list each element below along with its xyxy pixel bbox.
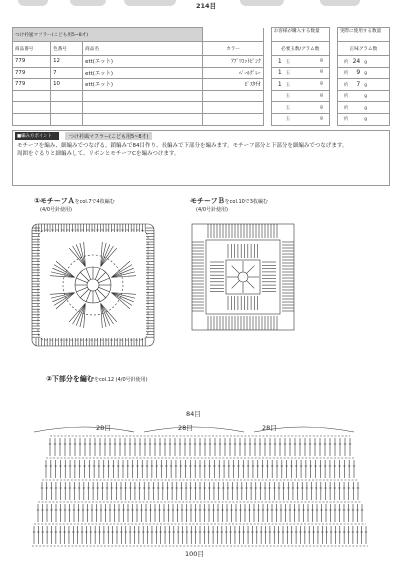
header-item-no: 商品番号 <box>13 42 51 56</box>
decoration-shape <box>240 0 284 6</box>
motif-a-heading: ①モチーフＡをcol.7で4枚編む <box>34 197 115 205</box>
stitch-mark <box>247 266 255 274</box>
table-row-empty: 玉 g 約 g <box>13 113 390 125</box>
motif-chain-round <box>63 255 123 315</box>
decoration-shape <box>320 0 360 6</box>
stitch-mark <box>97 289 105 297</box>
page-number: 214目 <box>196 2 217 10</box>
table-header-row <box>13 42 390 56</box>
stitch-mark <box>86 268 91 279</box>
stitch-mark <box>99 287 110 292</box>
section-bracket <box>144 427 244 432</box>
header-color-no: 色番号 <box>51 42 83 56</box>
section-stitch-count: 28目 <box>262 424 277 432</box>
stitch-mark <box>111 265 131 278</box>
points-line: 周囲をぐるりと細編みして、リボンとモチーフCを編みつけます。 <box>17 151 180 157</box>
points-label: ■編み方ポイント <box>15 132 59 140</box>
decoration-shape <box>18 0 48 6</box>
stitch-mark <box>76 278 87 283</box>
stitch-mark <box>86 291 91 302</box>
header-name: 商品名 <box>83 42 203 56</box>
motif-a-diagram <box>28 220 158 350</box>
stitch-mark <box>101 246 114 266</box>
motif-outline <box>32 224 154 346</box>
header-color: カラー <box>203 42 263 56</box>
stitch-mark <box>80 289 88 297</box>
table-row: 779 7 ett(エット) ﾍﾟｰﾙｸﾞﾚｰ 1 玉 g 約 9 g <box>13 67 390 79</box>
lower-part-heading: ②下部分を編むをcol.12 (4/0号針使用) <box>46 375 148 383</box>
table-title-row <box>13 28 390 42</box>
decoration-shape <box>124 0 176 6</box>
motif-chain-round <box>38 230 148 340</box>
table-row: 779 12 ett(エット) ｱﾌﾟﾘｺｯﾄﾋﾟﾝｸ 1 玉 g 約 24 g <box>13 56 390 68</box>
lower-part-diagram <box>24 430 376 548</box>
stitch-mark <box>97 272 105 280</box>
stitch-mark <box>232 266 240 274</box>
motif-b-needle: (4/0号針使用) <box>196 207 228 213</box>
buy-header-bottom: 必要玉数/グラム数 <box>271 42 329 56</box>
section-stitch-count: 28目 <box>178 424 193 432</box>
stitch-mark <box>95 291 100 302</box>
bottom-stitch-count: 100目 <box>185 550 204 558</box>
motif-b-heading: モチーフＢをcol.10で3枚編む <box>190 197 268 205</box>
stitch-mark <box>54 265 74 278</box>
points-line: モチーフを編み、細編みでつなげる。鎖編みで84目作り、長編みで下部分を編みます。モチーフ部分と下部分を細編みでつなげます。 <box>17 143 348 149</box>
stitch-mark <box>247 281 255 289</box>
section-stitch-count: 28目 <box>96 424 111 432</box>
table-row-empty: 玉 g 約 g <box>13 90 390 102</box>
points-title: つけ衿風マフラー(こども用5~8才) <box>65 132 152 140</box>
motif-center-ring <box>238 272 248 282</box>
top-stitch-count: 84目 <box>186 410 201 418</box>
stitch-mark <box>95 268 100 279</box>
section-bracket <box>34 427 134 432</box>
motif-middle-square <box>206 240 280 314</box>
use-header-top: 実際に使用する数量 <box>337 28 389 42</box>
decoration-shape <box>70 0 106 6</box>
stitch-mark <box>232 281 240 289</box>
stitch-mark <box>73 246 86 266</box>
motif-a-needle: (4/0号針使用) <box>40 207 72 213</box>
use-header-bottom: 正味グラム数 <box>337 42 389 56</box>
motif-b-diagram <box>188 220 298 335</box>
buy-header-top: お客様が購入する数量 <box>271 28 329 42</box>
stitch-mark <box>80 272 88 280</box>
table-row: 779 10 ett(エット) ﾋﾟｽﾀﾁｵ 1 玉 g 約 7 g <box>13 79 390 91</box>
knitting-points-box <box>12 130 390 186</box>
table-row-empty: 玉 g 約 g <box>13 102 390 114</box>
order-table <box>12 27 390 126</box>
stitch-mark <box>76 287 87 292</box>
table-title: つけ衿風マフラー(こども用5~8才) <box>13 28 203 42</box>
stitch-mark <box>99 278 110 283</box>
motif-center-ring <box>87 279 99 291</box>
